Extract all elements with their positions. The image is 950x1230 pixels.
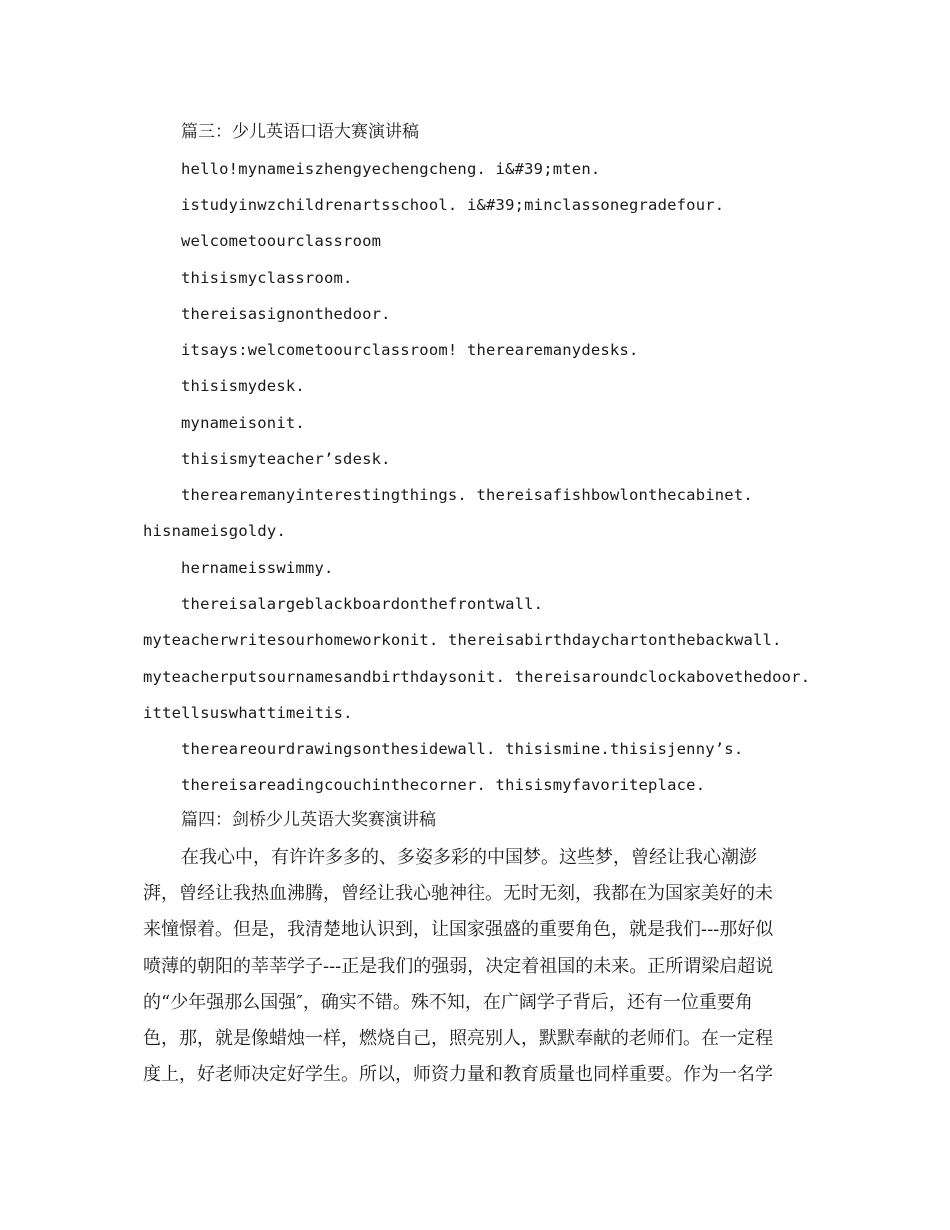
paragraph-line: 色，那，就是像蜡烛一样，燃烧自己，照亮别人，默默奉献的老师们。在一定程 [143, 1028, 773, 1049]
text-line: myteacherputsournamesandbirthdaysonit. thereisaroundclockabovethedoor. [143, 668, 811, 686]
text-line: welcometoourclassroom [181, 232, 382, 250]
text-line: thisismyclassroom. [181, 269, 353, 287]
text-line: thisismyteacher’sdesk. [181, 450, 391, 468]
section-heading-4: 篇四：剑桥少儿英语大奖赛演讲稿 [181, 810, 436, 830]
paragraph-line: 喷薄的朝阳的莘莘学子---正是我们的强弱，决定着祖国的未来。正所谓梁启超说 [143, 956, 774, 977]
paragraph-line: 度上，好老师决定好学生。所以，师资力量和教育质量也同样重要。作为一名学 [143, 1064, 773, 1085]
text-line: myteacherwritesourhomeworkonit. thereisabirthdaychartonthebackwall. [143, 631, 782, 649]
text-line: thereisasignonthedoor. [181, 305, 391, 323]
paragraph-line: 在我心中，有许许多多的、多姿多彩的中国梦。这些梦，曾经让我心潮澎 [181, 847, 757, 868]
text-line: mynameisonit. [181, 414, 305, 432]
section-heading-3: 篇三：少儿英语口语大赛演讲稿 [181, 122, 419, 142]
text-line: ittellsuswhattimeitis. [143, 704, 353, 722]
text-line: thereisalargeblackboardonthefrontwall. [181, 595, 544, 613]
text-line: itsays:welcometoourclassroom! therearemanydesks. [181, 341, 639, 359]
paragraph-line: 来憧憬着。但是，我清楚地认识到，让国家强盛的重要角色，就是我们---那好似 [143, 919, 774, 940]
text-line: hello!mynameiszhengyechengcheng. i&#39;mten. [181, 160, 601, 178]
text-line: thereisareadingcouchinthecorner. thisismyfavoriteplace. [181, 776, 706, 794]
paragraph-line: 湃，曾经让我热血沸腾，曾经让我心驰神往。无时无刻，我都在为国家美好的未 [143, 883, 773, 904]
text-line: hisnameisgoldy. [143, 522, 286, 540]
text-line: hernameisswimmy. [181, 559, 334, 577]
text-line: thisismydesk. [181, 377, 305, 395]
paragraph-line: 的“少年强那么国强″，确实不错。殊不知，在广阔学子背后，还有一位重要角 [143, 992, 753, 1013]
text-line: therearemanyinterestingthings. thereisafishbowlonthecabinet. [181, 486, 753, 504]
text-line: istudyinwzchildrenartsschool. i&#39;minclassonegradefour. [181, 196, 725, 214]
text-line: thereareourdrawingsonthesidewall. thisismine.thisisjenny’s. [181, 740, 744, 758]
